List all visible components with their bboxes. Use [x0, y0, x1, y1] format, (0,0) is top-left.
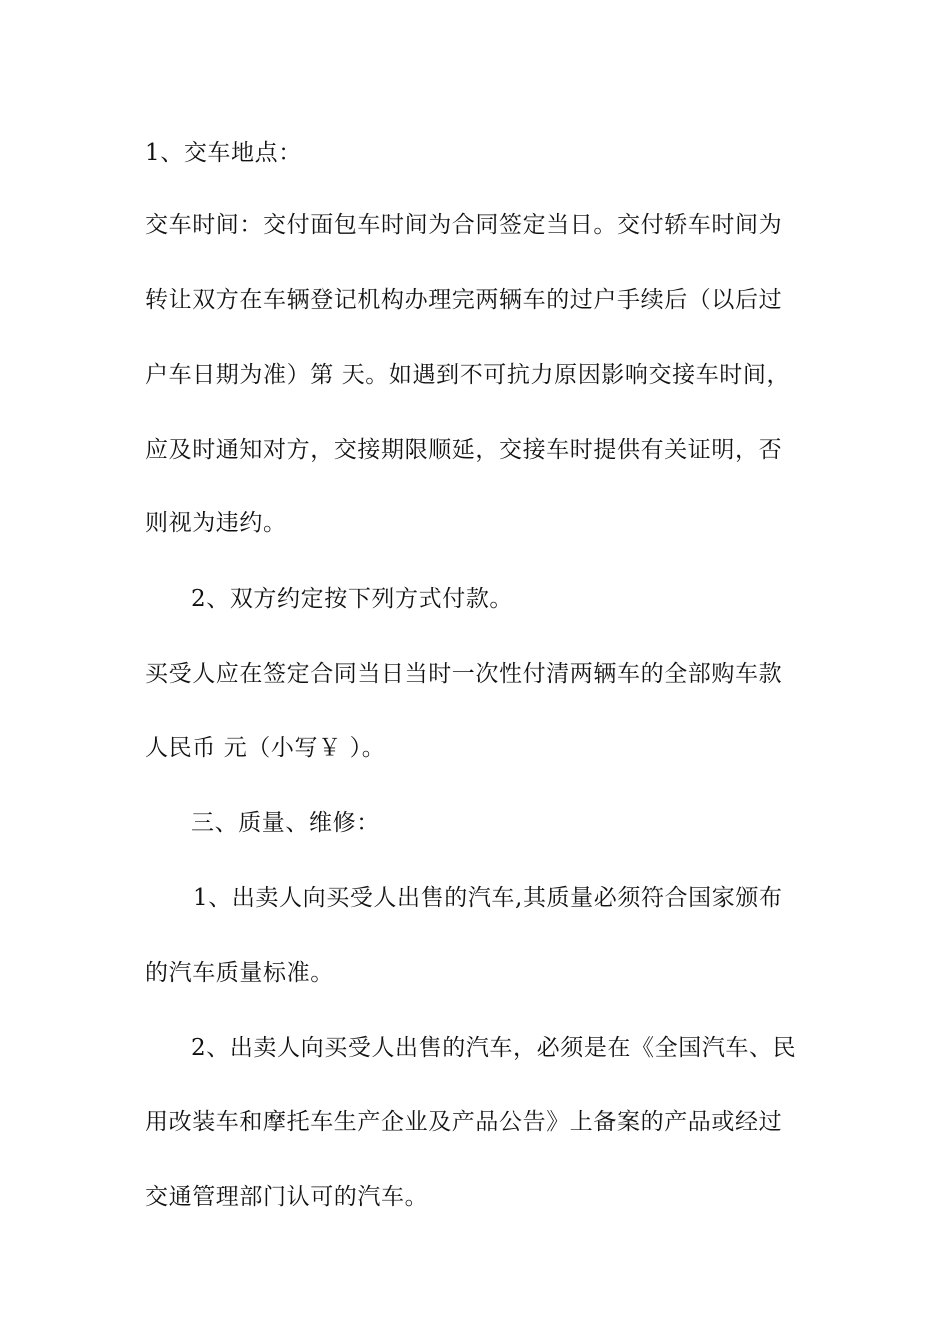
text-line-amount: 人民币 元（小写￥ ）。	[145, 735, 386, 761]
text-line: 转让双方在车辆登记机构办理完两辆车的过户手续后（以后过	[145, 287, 783, 313]
text-line: 交通管理部门认可的汽车。	[145, 1184, 429, 1210]
text-line-registered-product: 2、出卖人向买受人出售的汽车，必须是在《全国汽车、民	[191, 1035, 797, 1061]
text-line: 用改装车和摩托车生产企业及产品公告》上备案的产品或经过	[145, 1109, 783, 1135]
text-line-payment-method: 2、双方约定按下列方式付款。	[191, 586, 514, 612]
text-line: 应及时通知对方，交接期限顺延，交接车时提供有关证明，否	[145, 437, 783, 463]
text-line: 则视为违约。	[145, 510, 287, 536]
text-line-delivery-location: 1、交车地点：	[145, 140, 302, 166]
section-heading-quality-repair: 三、质量、维修：	[191, 810, 380, 836]
text-line-quality-standard: 1、出卖人向买受人出售的汽车,其质量必须符合国家颁布	[193, 885, 783, 911]
text-line-delivery-time: 交车时间：交付面包车时间为合同签定当日。交付轿车时间为	[145, 212, 783, 238]
text-line: 户车日期为准）第 天。如遇到不可抗力原因影响交接车时间，	[145, 362, 791, 388]
text-line: 的汽车质量标准。	[145, 960, 334, 986]
text-line: 买受人应在签定合同当日当时一次性付清两辆车的全部购车款	[145, 661, 783, 687]
